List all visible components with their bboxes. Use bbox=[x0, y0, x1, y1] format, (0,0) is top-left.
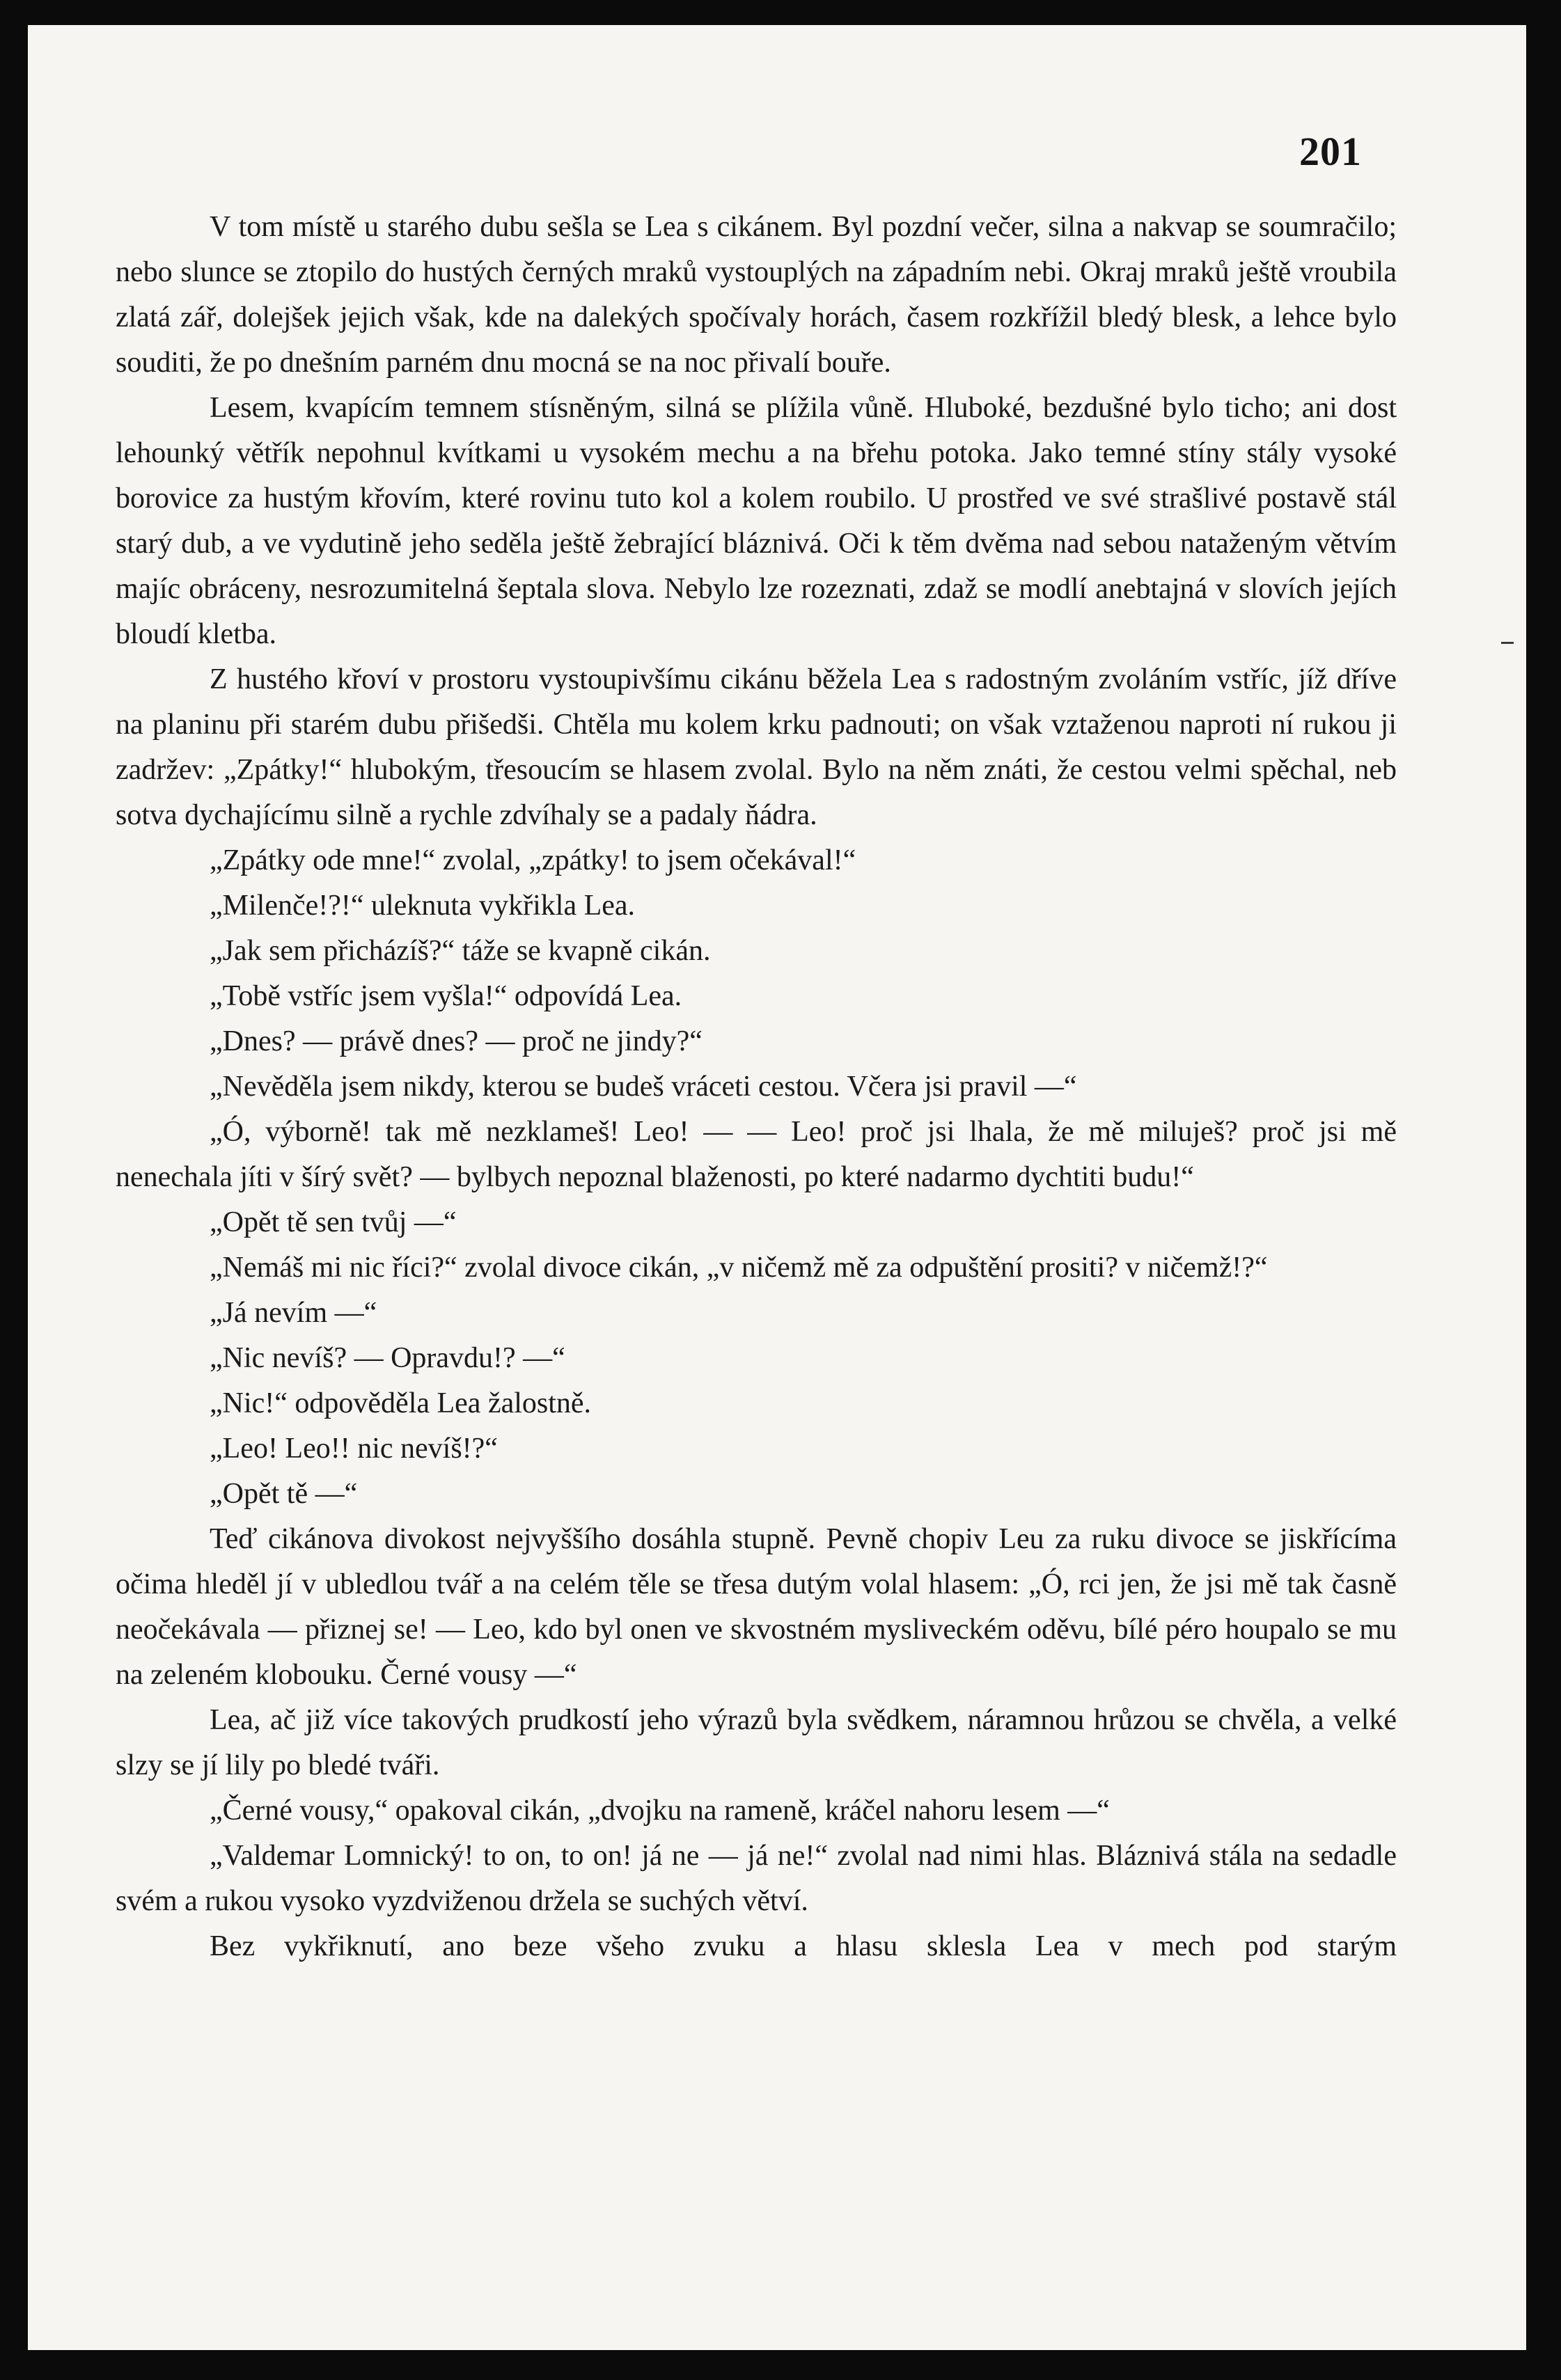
page-number: 201 bbox=[1299, 129, 1362, 174]
dialogue-line: „Opět tě —“ bbox=[210, 1478, 358, 1510]
paragraph: „Valdemar Lomnický! to on, to on! já ne — já ne!“ zvolal nad nimi hlas. Bláznivá stála na sedadle svém a rukou vysoko vyzdviženou držela se suchých větví. bbox=[116, 1840, 1397, 1917]
paragraph: Z hustého křoví v prostoru vystoupivšímu cikánu běžela Lea s radostným zvoláním vstříc, jíž dříve na planinu při starém dubu přišedši. Chtěla mu kolem krku padnouti; on však vztaženou naproti ní rukou ji zadržev: „Zpátky!“ hlubokým, třesoucím se hlasem zvolal. Bylo na něm znáti, že cestou velmi spěchal, neb sotva dychajícímu silně a rychle zdvíhaly se a padaly ňádra. bbox=[116, 663, 1397, 831]
dialogue-line: „Nevěděla jsem nikdy, kterou se budeš vráceti cestou. Včera jsi pravil —“ bbox=[210, 1071, 1077, 1103]
body-text bbox=[116, 205, 1397, 1969]
dialogue-line: „Leo! Leo!! nic nevíš!?“ bbox=[210, 1433, 498, 1465]
dialogue-line: „Ó, výborně! tak mě nezklameš! Leo! — — Leo! proč jsi lhala, že mě miluješ? proč jsi mě nenechala jíti v šírý svět? — bylbych nepoznal blaženosti, po které nadarmo dychtiti budu!“ bbox=[116, 1116, 1397, 1193]
dialogue-line: „Nic nevíš? — Opravdu!? —“ bbox=[210, 1342, 565, 1374]
paragraph: Lea, ač již více takových prudkostí jeho výrazů byla svědkem, náramnou hrůzou se chvěla, a velké slzy se jí lily po bledé tváři. bbox=[116, 1704, 1397, 1781]
paragraph: Lesem, kvapícím temnem stísněným, silná se plížila vůně. Hluboké, bezdušné bylo ticho; ani dost lehounký větřík nepohnul kvítkami u vysokém mechu a na břehu potoka. Jako temné stíny stály vysoké borovice za hustým křovím, které rovinu tuto kol a kolem roubilo. U prostřed ve své strašlivé postavě stál starý dub, a ve vydutině jeho seděla ještě žebrající bláznivá. Oči k těm dvěma nad sebou nataženým větvím majíc obráceny, nesrozumitelná šeptala slova. Nebylo lze rozeznati, zdaž se modlí anebtajná v slovích jejích bloudí kletba. bbox=[116, 392, 1397, 650]
dialogue-line: „Tobě vstříc jsem vyšla!“ odpovídá Lea. bbox=[210, 980, 682, 1012]
dialogue-line: „Nic!“ odpověděla Lea žalostně. bbox=[210, 1387, 592, 1419]
dialogue-line: „Jak sem přicházíš?“ táže se kvapně cikán. bbox=[210, 935, 711, 967]
paragraph: Bez vykřiknutí, ano beze všeho zvuku a hlasu sklesla Lea v mech pod starým bbox=[210, 1930, 1397, 1962]
dialogue-line: „Zpátky ode mne!“ zvolal, „zpátky! to jsem očekával!“ bbox=[210, 844, 856, 876]
paragraph: Teď cikánova divokost nejvyššího dosáhla stupně. Pevně chopiv Leu za ruku divoce se jiskřícíma očima hleděl jí v ubledlou tvář a na celém těle se třesa dutým volal hlasem: „Ó, rci jen, že jsi mě tak časně neočekávala — přiznej se! — Leo, kdo byl onen ve skvostném mysliveckém oděvu, bílé péro houpalo se mu na zeleném klobouku. Černé vousy —“ bbox=[116, 1523, 1397, 1691]
dialogue-line: „Já nevím —“ bbox=[210, 1297, 377, 1329]
dialogue-line: „Černé vousy,“ opakoval cikán, „dvojku na rameně, kráčel nahoru lesem —“ bbox=[210, 1795, 1110, 1827]
dialogue-line: „Opět tě sen tvůj —“ bbox=[210, 1206, 457, 1238]
dialogue-line: „Nemáš mi nic říci?“ zvolal divoce cikán, „v ničemž mě za odpuštění prositi? v ničemž!?“ bbox=[210, 1252, 1268, 1284]
dialogue-line: „Dnes? — právě dnes? — proč ne jindy?“ bbox=[210, 1025, 703, 1057]
dialogue-line: „Milenče!?!“ uleknuta vykřikla Lea. bbox=[210, 890, 636, 922]
margin-mark-right bbox=[1501, 642, 1514, 644]
book-page bbox=[28, 25, 1526, 2350]
paragraph: V tom místě u starého dubu sešla se Lea s cikánem. Byl pozdní večer, silna a nakvap se soumračilo; nebo slunce se ztopilo do hustých černých mraků vystouplých na západním nebi. Okraj mraků ještě vroubila zlatá zář, dolejšek jejich však, kde na dalekých spočívaly horách, časem rozkřížil bledý blesk, a lehce bylo souditi, že po dnešním parném dnu mocná se na noc přivalí bouře. bbox=[116, 211, 1397, 379]
